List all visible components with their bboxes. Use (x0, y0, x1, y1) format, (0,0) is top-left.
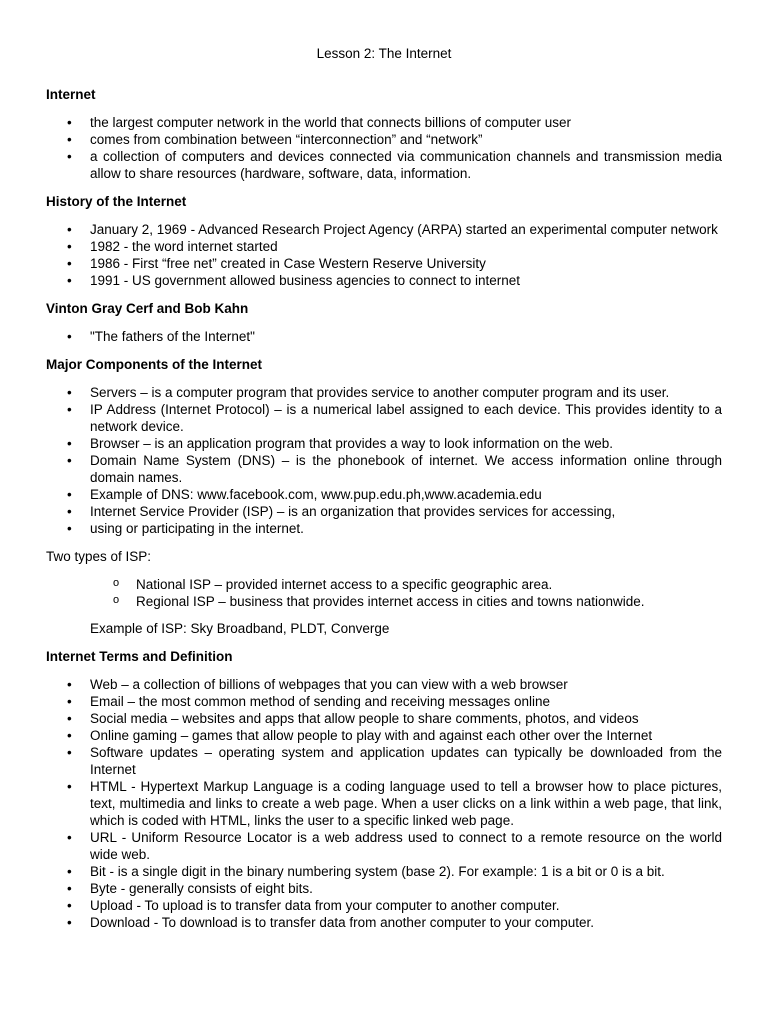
list-item: • Email – the most common method of sending and receiving messages online (46, 693, 722, 710)
list-item: • using or participating in the internet. (46, 520, 722, 537)
list-item: • Social media – websites and apps that allow people to share comments, photos, and videos (46, 710, 722, 727)
list-item: • Servers – is a computer program that provides service to another computer program and its user. (46, 384, 722, 401)
list-item: • Domain Name System (DNS) – is the phonebook of internet. We access information online through domain names. (46, 452, 722, 486)
list-item: o National ISP – provided internet access to a specific geographic area. (46, 576, 722, 593)
terms-list (46, 676, 722, 931)
list-item: o Regional ISP – business that provides internet access in cities and towns nationwide. (46, 593, 722, 610)
list-item: • Browser – is an application program that provides a way to look information on the web. (46, 435, 722, 452)
list-item: • 1982 - the word internet started (46, 238, 722, 255)
list-item: • 1991 - US government allowed business agencies to connect to internet (46, 272, 722, 289)
components-list (46, 384, 722, 537)
list-item: • Byte - generally consists of eight bits. (46, 880, 722, 897)
list-item: • "The fathers of the Internet" (46, 328, 722, 345)
section-heading-history: History of the Internet (46, 194, 187, 209)
list-item: • 1986 - First “free net” created in Case Western Reserve University (46, 255, 722, 272)
list-item: • comes from combination between “interconnection” and “network” (46, 131, 722, 148)
list-item: • Bit - is a single digit in the binary numbering system (base 2). For example: 1 is a bit or 0 is a bit. (46, 863, 722, 880)
list-item: • a collection of computers and devices connected via communication channels and transmission media allow to share resources (hardware, software, data, information. (46, 148, 722, 182)
section-heading-internet: Internet (46, 87, 96, 102)
list-item: • URL - Uniform Resource Locator is a web address used to connect to a remote resource on the world wide web. (46, 829, 722, 863)
page-title: Lesson 2: The Internet (316, 46, 452, 61)
isp-example: Example of ISP: Sky Broadband, PLDT, Converge (90, 621, 390, 636)
section-heading-components: Major Components of the Internet (46, 357, 262, 372)
list-item: • IP Address (Internet Protocol) – is a numerical label assigned to each device. This provides identity to a network device. (46, 401, 722, 435)
section-heading-fathers: Vinton Gray Cerf and Bob Kahn (46, 301, 249, 316)
list-item: • Download - To download is to transfer data from another computer to your computer. (46, 914, 722, 931)
internet-list (46, 114, 722, 182)
isp-types-list (46, 576, 722, 610)
list-item: • Example of DNS: www.facebook.com, www.pup.edu.ph,www.academia.edu (46, 486, 722, 503)
list-item: • the largest computer network in the world that connects billions of computer user (46, 114, 722, 131)
isp-intro: Two types of ISP: (46, 549, 152, 564)
list-item: • Software updates – operating system and application updates can typically be downloaded from the Internet (46, 744, 722, 778)
list-item: • Web – a collection of billions of webpages that you can view with a web browser (46, 676, 722, 693)
list-item: • Upload - To upload is to transfer data from your computer to another computer. (46, 897, 722, 914)
history-list (46, 221, 722, 289)
list-item: • Online gaming – games that allow people to play with and against each other over the Internet (46, 727, 722, 744)
list-item: • January 2, 1969 - Advanced Research Project Agency (ARPA) started an experimental computer network (46, 221, 722, 238)
list-item: • HTML - Hypertext Markup Language is a coding language used to tell a browser how to place pictures, text, multimedia and links to create a web page. When a user clicks on a link within a web page, that link, which is coded with HTML, links the user to a specific linked web page. (46, 778, 722, 829)
list-item: • Internet Service Provider (ISP) – is an organization that provides services for accessing, (46, 503, 722, 520)
section-heading-terms: Internet Terms and Definition (46, 649, 233, 664)
fathers-list (46, 328, 722, 345)
